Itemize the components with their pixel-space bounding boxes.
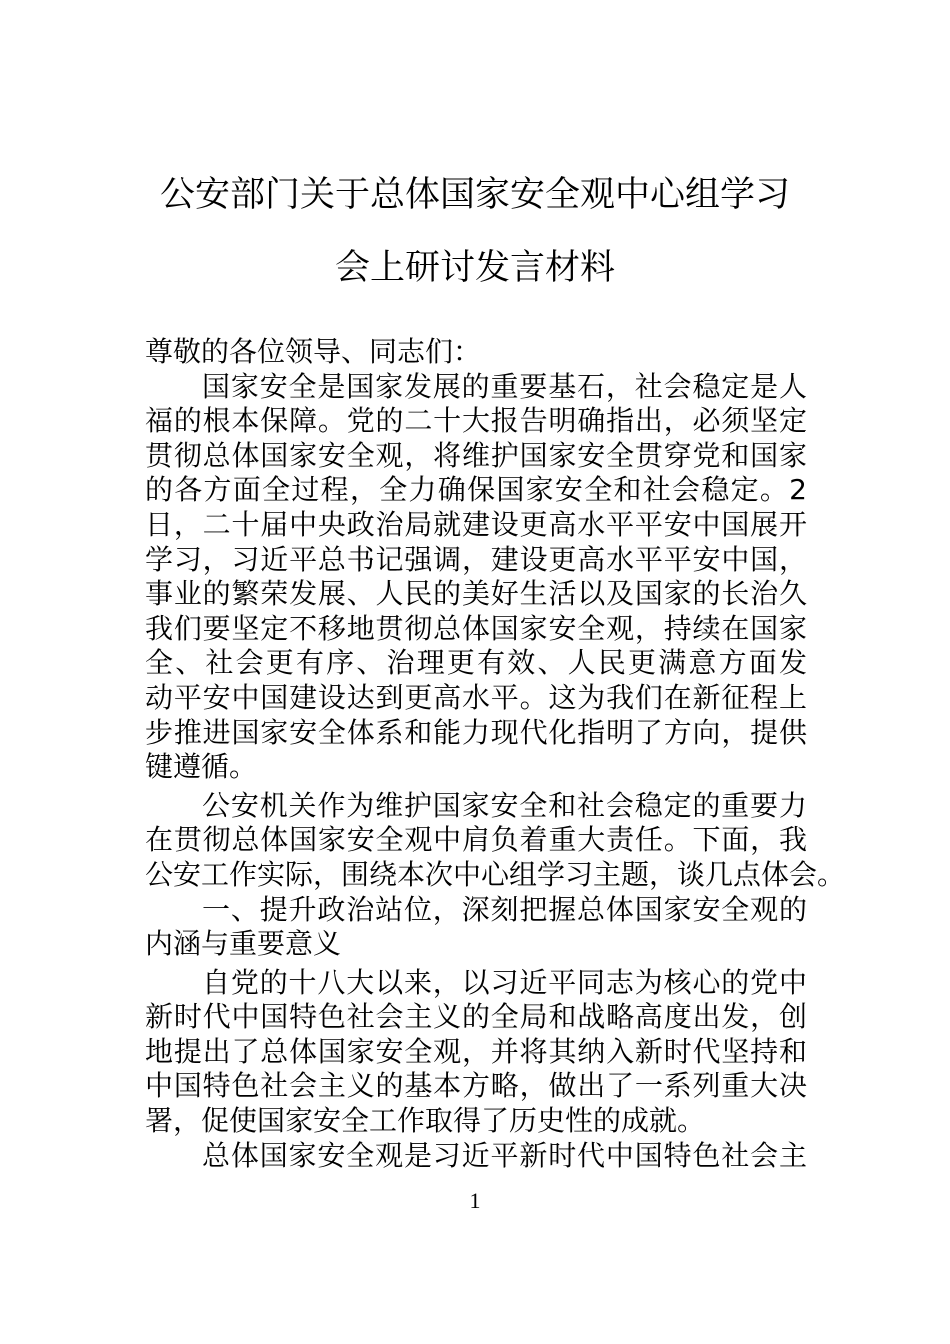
body-line: 日，二十届中央政治局就建设更高水平平安中国展开	[145, 507, 807, 541]
body-line: 贯彻总体国家安全观，将维护国家安全贯穿党和国家	[145, 438, 807, 472]
document-title-line-2: 会上研讨发言材料	[334, 248, 615, 288]
body-line: 我们要坚定不移地贯彻总体国家安全观，持续在国家	[145, 611, 807, 645]
body-line: 全、社会更有序、治理更有效、人民更满意方面发	[145, 646, 807, 680]
body-line: 总体国家安全观是习近平新时代中国特色社会主	[202, 1138, 807, 1172]
body-line: 键遵循。	[145, 750, 258, 784]
section-heading: 一、提升政治站位，深刻把握总体国家安全观的	[202, 892, 807, 926]
body-line: 的各方面全过程，全力确保国家安全和社会稳定。2	[145, 473, 807, 507]
body-line: 中国特色社会主义的基本方略，做出了一系列重大决	[145, 1069, 807, 1103]
body-line: 步推进国家安全体系和能力现代化指明了方向，提供	[145, 715, 807, 749]
body-line: 国家安全是国家发展的重要基石，社会稳定是人	[202, 369, 807, 403]
body-line: 新时代中国特色社会主义的全局和战略高度出发，创	[145, 1000, 807, 1034]
body-line: 公安机关作为维护国家安全和社会稳定的重要力	[202, 788, 807, 822]
section-heading: 内涵与重要意义	[145, 927, 342, 961]
body-line: 署，促使国家安全工作取得了历史性的成就。	[145, 1104, 706, 1138]
document-body	[145, 335, 846, 1173]
document-title-line-1: 公安部门关于总体国家安全观中心组学习	[159, 175, 790, 215]
body-line: 学习，习近平总书记强调，建设更高水平平安中国，	[145, 542, 807, 576]
body-line: 在贯彻总体国家安全观中肩负着重大责任。下面，我	[145, 823, 807, 857]
salutation: 尊敬的各位领导、同志们：	[145, 335, 482, 368]
body-line: 地提出了总体国家安全观，并将其纳入新时代坚持和	[145, 1034, 807, 1068]
body-line: 动平安中国建设达到更高水平。这为我们在新征程上	[145, 680, 807, 714]
body-line: 福的根本保障。党的二十大报告明确指出，必须坚定	[145, 404, 807, 438]
body-line: 事业的繁荣发展、人民的美好生活以及国家的长治久	[145, 577, 807, 611]
page-number: 1	[469, 1188, 481, 1213]
body-line: 公安工作实际，围绕本次中心组学习主题，谈几点体会。	[145, 857, 846, 891]
body-line: 自党的十八大以来，以习近平同志为核心的党中	[202, 965, 807, 999]
